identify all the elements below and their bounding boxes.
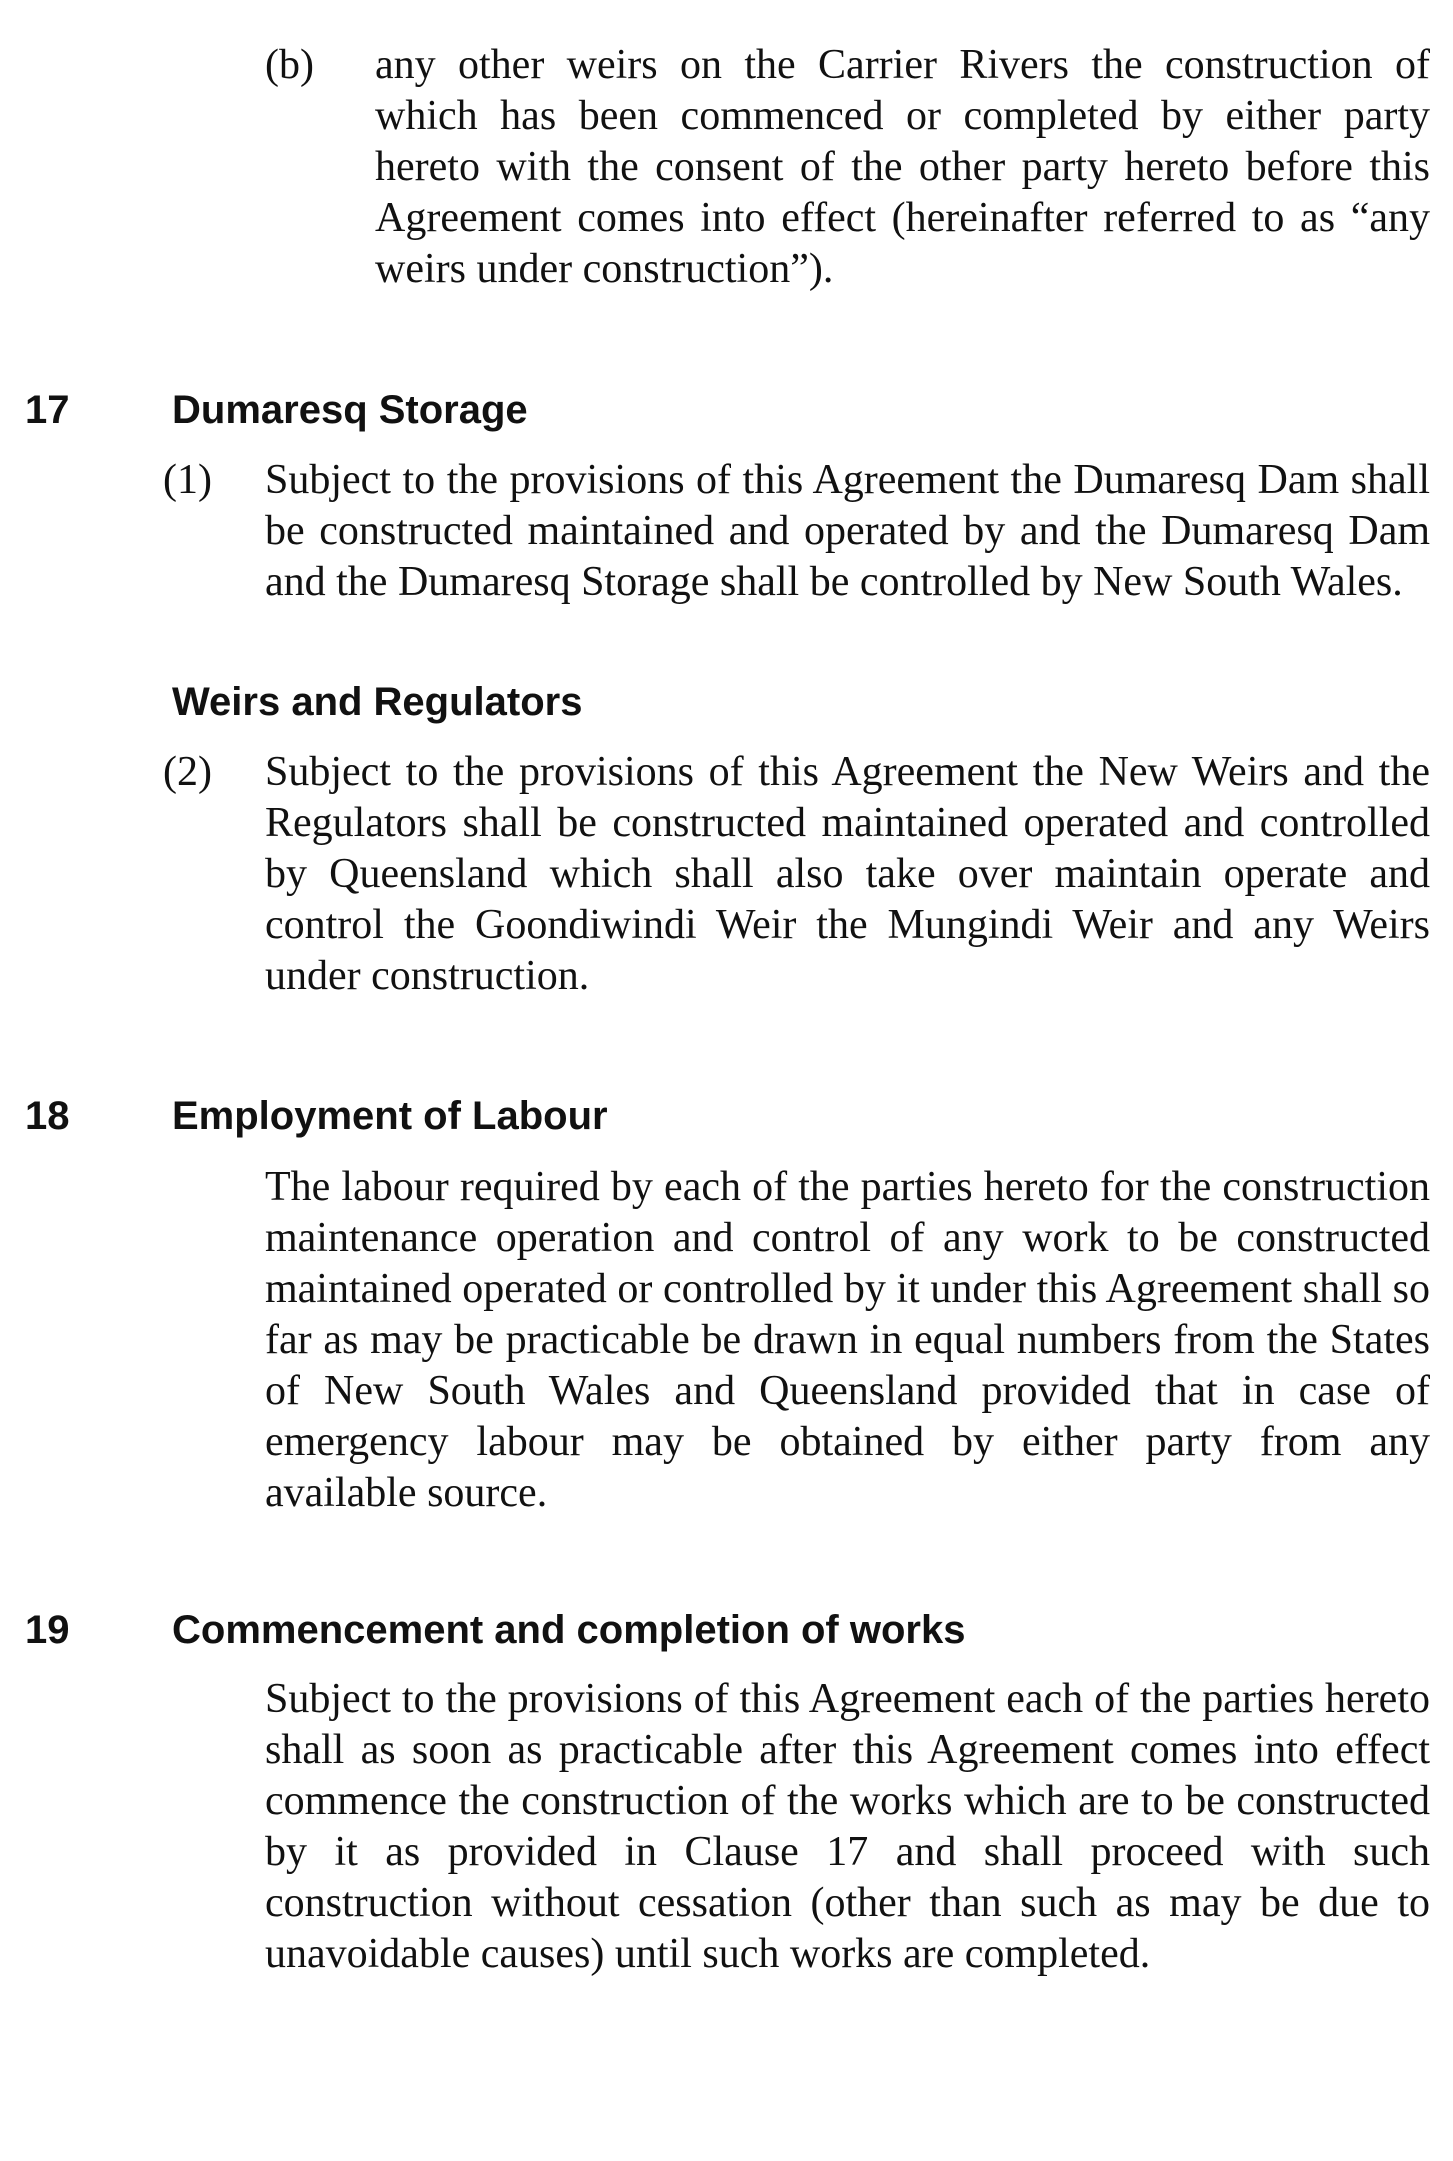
section-17-sub1-text: Subject to the provisions of this Agreement the Dumaresq Dam shall be constructed maintained and operated by and the Dumaresq Dam and the Dumaresq Storage shall be controlled by New South Wales. bbox=[265, 457, 1430, 605]
section-19-heading: Commencement and completion of works bbox=[172, 1608, 966, 1652]
section-18-number: 18 bbox=[25, 1094, 70, 1138]
section-18-text: The labour required by each of the parties hereto for the construction maintenance operation and control of any work to be constructed maintained operated or controlled by it under this Agreement shall so far as may be practicable be drawn in equal numbers from the States of New South Wales and Queensland provided that in case of emergency labour may be obtained by either party from any available source. bbox=[265, 1164, 1430, 1516]
section-18-heading: Employment of Labour bbox=[172, 1094, 608, 1138]
section-17-heading: Dumaresq Storage bbox=[172, 388, 528, 432]
section-17-number: 17 bbox=[25, 388, 70, 432]
section-17-sub2-text: Subject to the provisions of this Agreement the New Weirs and the Regulators shall be constructed maintained operated and controlled by Queensland which shall also take over maintain operate and control the Goondiwindi Weir the Mungindi Weir and any Weirs under construction. bbox=[265, 749, 1430, 999]
section-17-sub1-marker: (1) bbox=[163, 457, 212, 503]
section-17-subheading: Weirs and Regulators bbox=[172, 680, 583, 724]
section-19-text: Subject to the provisions of this Agreement each of the parties hereto shall as soon as practicable after this Agreement comes into effect commence the construction of the works which are to be constructed by it as provided in Clause 17 and shall proceed with such construction without cessation (other than such as may be due to unavoidable causes) until such works are completed. bbox=[265, 1676, 1430, 1977]
section-19-number: 19 bbox=[25, 1608, 70, 1652]
section-17-sub2-marker: (2) bbox=[163, 749, 212, 795]
item-b-text: any other weirs on the Carrier Rivers the construction of which has been commenced or completed by either party hereto with the consent of the other party hereto before this Agreement comes into effect (hereinafter referred to as “any weirs under construction”). bbox=[375, 42, 1430, 292]
item-b-marker: (b) bbox=[265, 42, 314, 88]
